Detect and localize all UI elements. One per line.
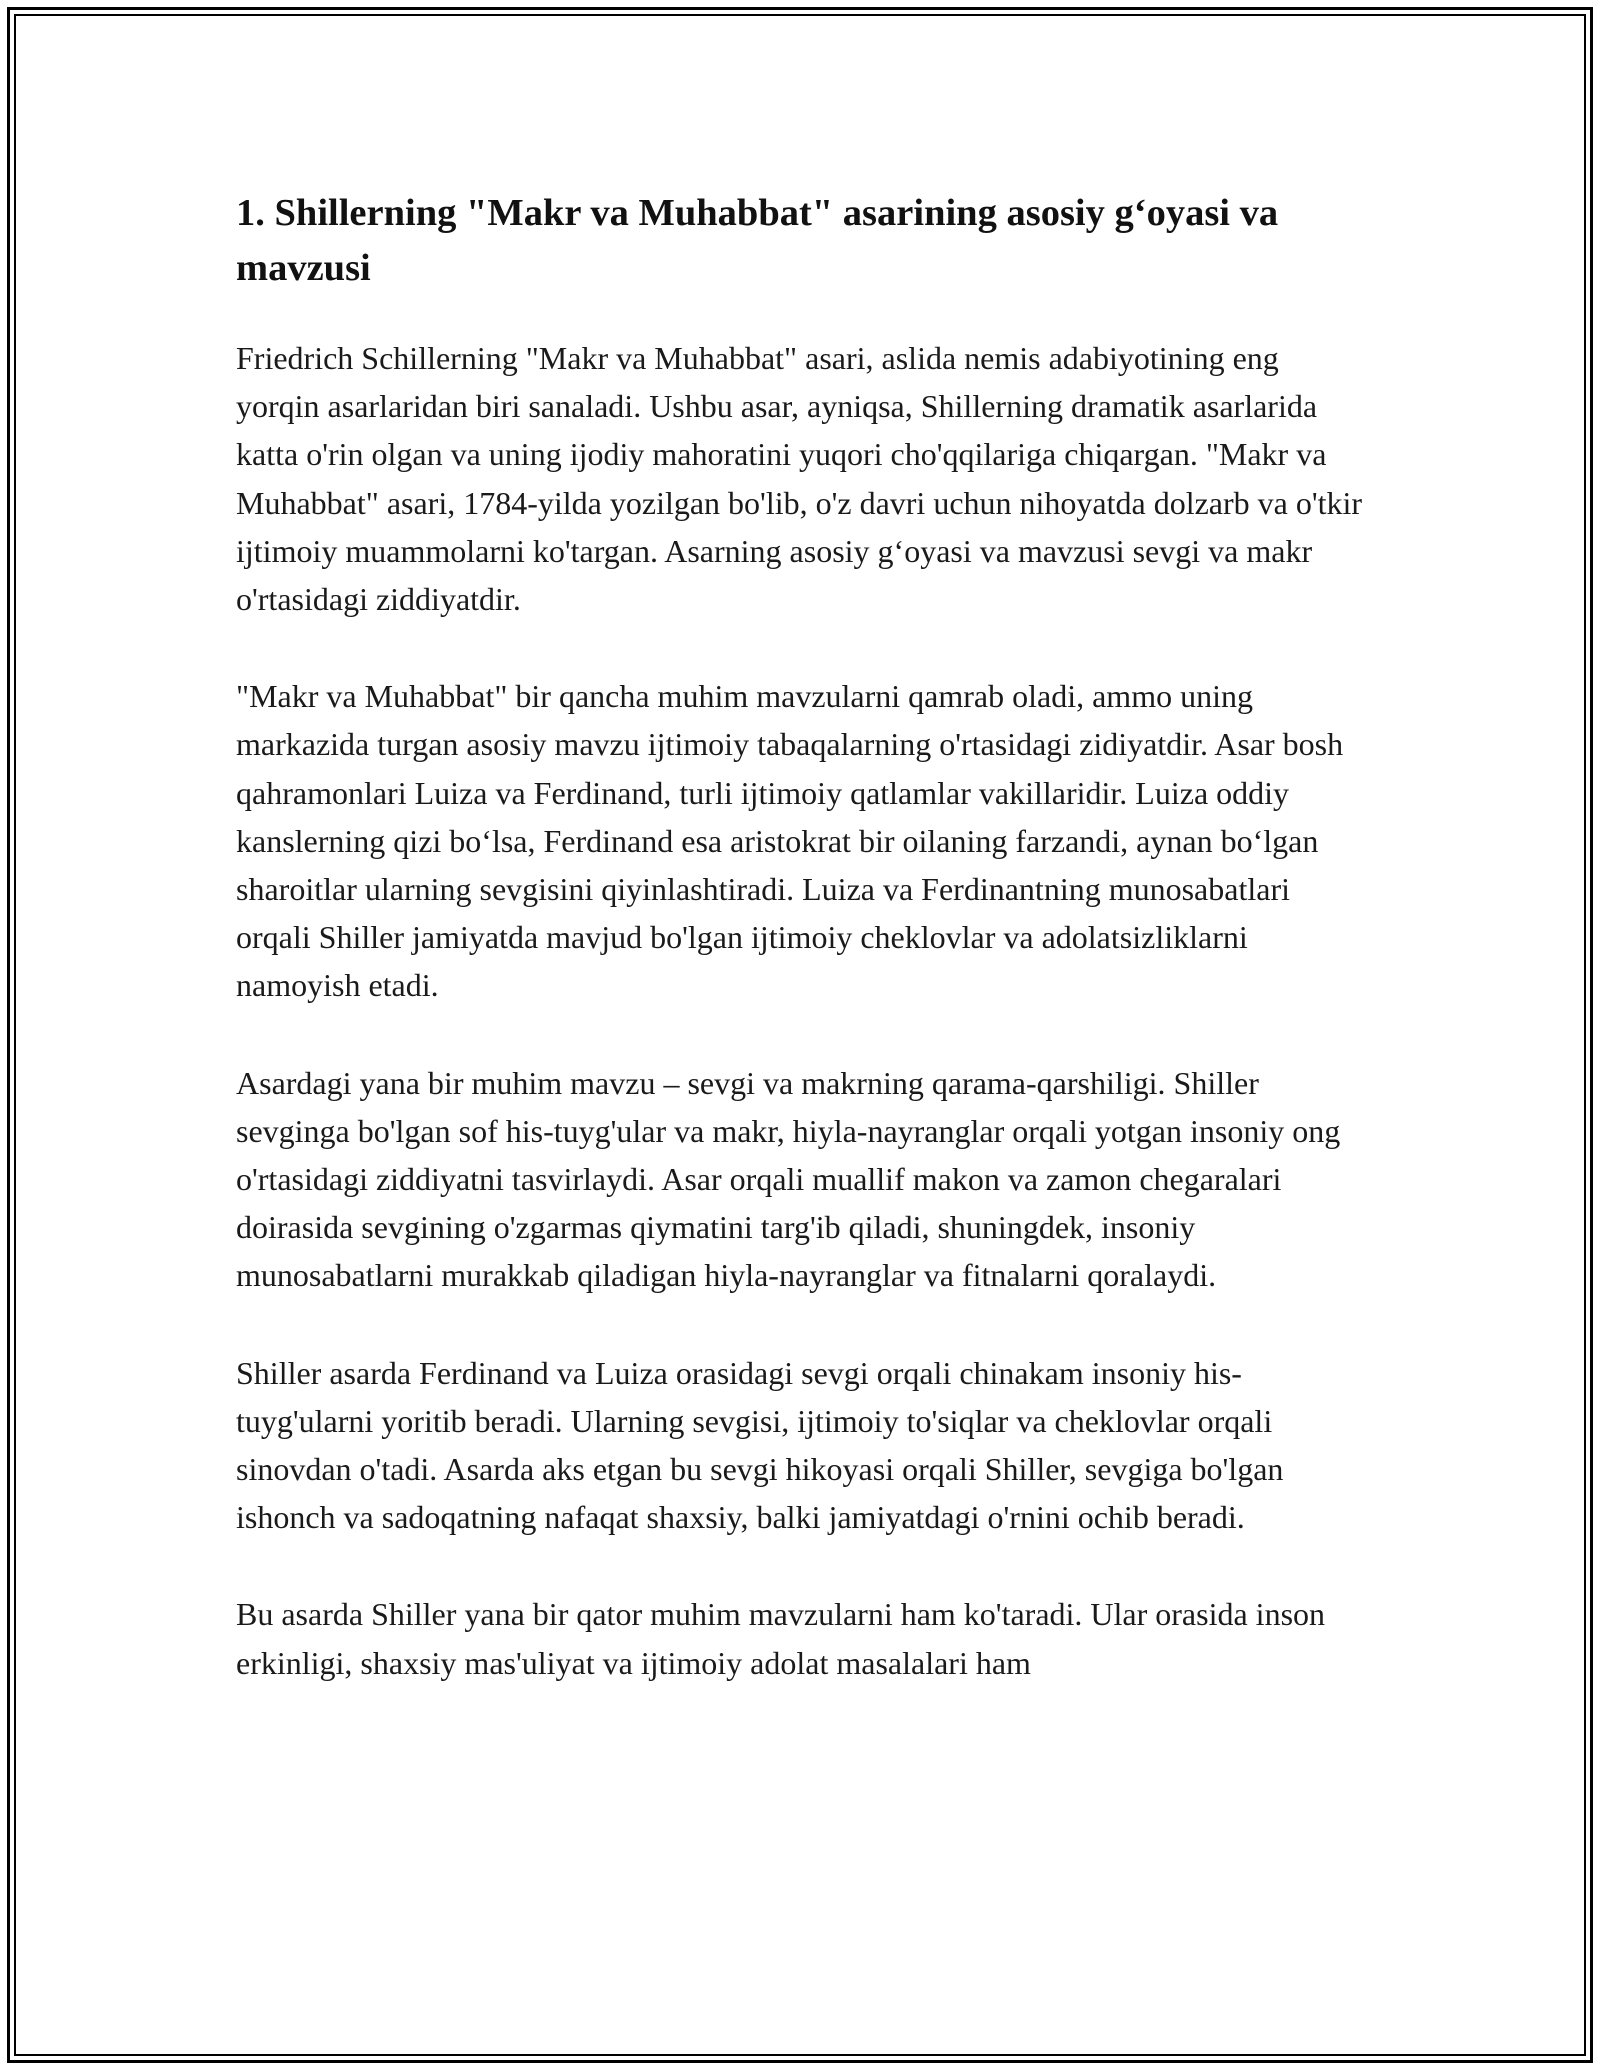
paragraph-2: "Makr va Muhabbat" bir qancha muhim mavzularni qamrab oladi, ammo uning markazida turgan asosiy mavzu ijtimoiy tabaqalarning o'rtasidagi zidiyatdir. Asar bosh qahramonlari Luiza va Ferdinand, turli ijtimoiy qatlamlar vakillaridir. Luiza oddiy kanslerning qizi bo‘lsa, Ferdinand esa aristokrat bir oilaning farzandi, aynan bo‘lgan sharoitlar ularning sevgisini qiyinlashtiradi. Luiza va Ferdinantning munosabatlari orqali Shiller jamiyatda mavjud bo'lgan ijtimoiy cheklovlar va adolatsizliklarni namoyish etadi. — [236, 678, 1344, 1004]
paragraph-4: Shiller asarda Ferdinand va Luiza orasidagi sevgi orqali chinakam insoniy his-tuyg'ularni yoritib beradi. Ularning sevgisi, ijtimoiy to'siqlar va cheklovlar orqali sinovdan o'tadi. Asarda aks etgan bu sevgi hikoyasi orqali Shiller, sevgiga bo'lgan ishonch va sadoqatning nafaqat shaxsiy, balki jamiyatdagi o'rnini ochib beradi. — [236, 1354, 1284, 1536]
paragraph-3: Asardagi yana bir muhim mavzu – sevgi va makrning qarama-qarshiligi. Shiller sevginga bo'lgan sof his-tuyg'ular va makr, hiyla-nayranglar orqali yotgan insoniy ong o'rtasidagi ziddiyatni tasvirlaydi. Asar orqali muallif makon va zamon chegaralari doirasida sevgining o'zgarmas qiymatini targ'ib qiladi, shuningdek, insoniy munosabatlarni murakkab qiladigan hiyla-nayranglar va fitnalarni qoralaydi. — [236, 1064, 1341, 1294]
section-heading: 1. Shillerning "Makr va Muhabbat" asarining asosiy g‘oyasi va mavzusi — [236, 192, 1279, 289]
document-body — [236, 186, 1366, 1687]
paragraph-5: Bu asarda Shiller yana bir qator muhim mavzularni ham ko'taradi. Ular orasida inson erkinligi, shaxsiy mas'uliyat va ijtimoiy adolat masalalari ham — [236, 1596, 1326, 1681]
paragraph-1: Friedrich Schillerning "Makr va Muhabbat" asari, aslida nemis adabiyotining eng yorqin asarlaridan biri sanaladi. Ushbu asar, ayniqsa, Shillerning dramatik asarlarida katta o'rin olgan va uning ijodiy mahoratini yuqori cho'qqilariga chiqargan. "Makr va Muhabbat" asari, 1784-yilda yozilgan bo'lib, o'z davri uchun nihoyatda dolzarb va o'tkir ijtimoiy muammolarni ko'targan. Asarning asosiy g‘oyasi va mavzusi sevgi va makr o'rtasidagi ziddiyatdir. — [236, 340, 1363, 618]
